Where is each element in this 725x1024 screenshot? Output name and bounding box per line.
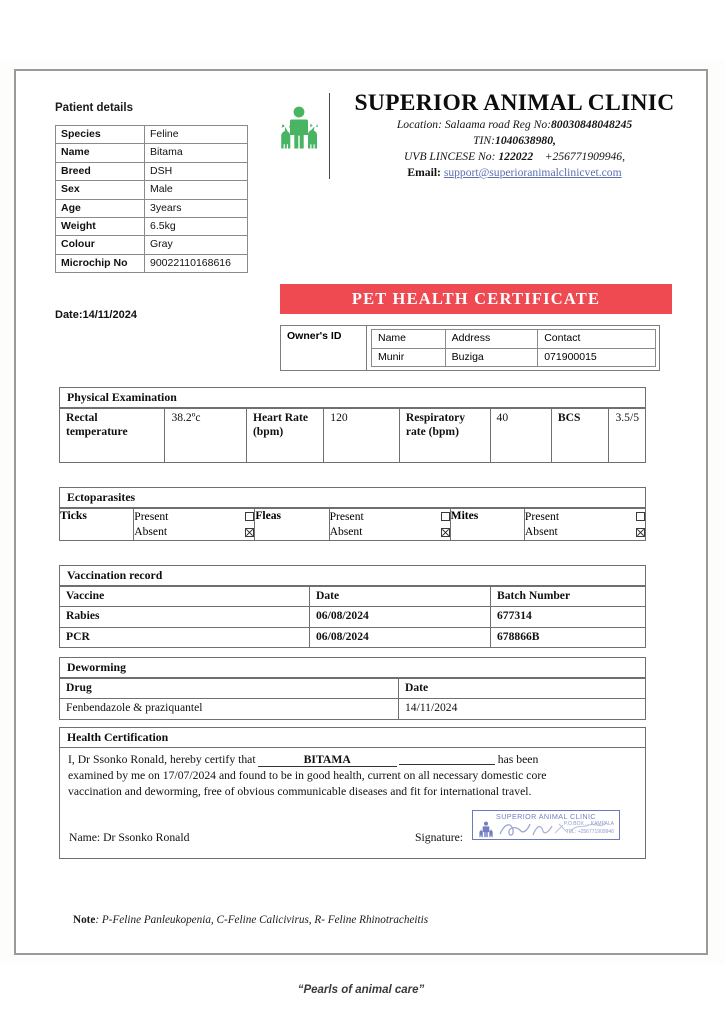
patient-field-label: Sex (56, 181, 145, 199)
table-row (372, 348, 656, 367)
table-row (60, 508, 645, 540)
clinic-location-line (340, 117, 689, 133)
vaccine-batch: 678866B (491, 627, 646, 647)
patient-field-value: DSH (145, 162, 248, 180)
mites-absent-checkbox[interactable] (636, 528, 645, 537)
physical-examination-title: Physical Examination (60, 388, 645, 408)
patient-field-value: Bitama (145, 144, 248, 162)
vaccine-date: 06/08/2024 (310, 627, 491, 647)
rectal-temperature-value: 38.2ºc (165, 408, 247, 462)
clinic-licence-no: 122022 (498, 149, 534, 163)
fleas-absent-checkbox[interactable] (441, 528, 450, 537)
certifying-vet-name: Name: Dr Ssonko Ronald (69, 831, 190, 844)
bcs-value: 3.5/5 (609, 408, 645, 462)
certification-line-2: examined by me on 17/07/2024 and found to be in good health, current on all necessary domestic core (68, 768, 547, 782)
table-header-row (60, 678, 645, 698)
fleas-absent-row[interactable] (330, 524, 450, 540)
clinic-email-line (340, 165, 689, 181)
health-certification-title: Health Certification (60, 728, 645, 748)
vaccination-record-table (60, 586, 645, 647)
vaccine-date-col-header: Date (310, 586, 491, 606)
bcs-label: BCS (551, 408, 609, 462)
scan-edge-top (0, 0, 725, 60)
table-row (56, 217, 248, 235)
fleas-options (329, 508, 450, 540)
ticks-absent-label: Absent (134, 525, 168, 539)
handwritten-signature (497, 819, 609, 839)
vaccination-record-title: Vaccination record (60, 566, 645, 586)
mites-present-label: Present (524, 509, 560, 523)
mites-present-row[interactable] (525, 509, 645, 525)
ticks-present-label: Present (134, 509, 169, 523)
physical-examination-section (59, 387, 646, 463)
patient-field-value: 3years (145, 199, 248, 217)
certificate-date: Date:14/11/2024 (55, 309, 137, 321)
heart-rate-value: 120 (324, 408, 400, 462)
respiratory-rate-label: Respiratory rate (bpm) (399, 408, 490, 462)
clinic-licence-line (340, 149, 689, 165)
ticks-present-checkbox[interactable] (245, 512, 254, 521)
batch-number-col-header: Batch Number (491, 586, 646, 606)
patient-field-value: Feline (145, 126, 248, 144)
vaccine-col-header: Vaccine (60, 586, 310, 606)
note-label: Note (73, 914, 96, 926)
fleas-present-checkbox[interactable] (441, 512, 450, 521)
patient-field-label: Colour (56, 236, 145, 254)
mites-options (524, 508, 645, 540)
ectoparasites-table (60, 508, 645, 540)
patient-field-value: Male (145, 181, 248, 199)
table-row (56, 144, 248, 162)
clinic-stamp (472, 810, 620, 840)
stamp-address-line: P.O.BOX ... KAMPALA (563, 821, 614, 827)
mites-absent-label: Absent (524, 525, 558, 539)
ticks-options (134, 508, 255, 540)
clinic-tagline: “Pearls of animal care” (297, 984, 425, 996)
stamp-phone-line: TEL: +256771909946 (565, 828, 614, 835)
ectoparasites-title: Ectoparasites (60, 488, 645, 508)
table-row (56, 162, 248, 180)
stamp-clinic-name: SUPERIOR ANIMAL CLINIC (496, 812, 596, 821)
clinic-header (269, 91, 689, 181)
fleas-label: Fleas (255, 508, 329, 540)
note-text: : P-Feline Panleukopenia, C-Feline Calicivirus, R- Feline Rhinotracheitis (95, 914, 429, 926)
health-certification-section (59, 727, 646, 859)
table-header-row (372, 330, 656, 349)
ticks-absent-checkbox[interactable] (245, 528, 254, 537)
drug-name: Fenbendazole & praziquantel (60, 699, 399, 719)
vaccine-date: 06/08/2024 (310, 607, 491, 627)
mites-present-checkbox[interactable] (636, 512, 645, 521)
ticks-absent-row[interactable] (134, 524, 254, 540)
clinic-tin: 1040638980, (495, 133, 556, 147)
table-row (60, 408, 645, 462)
certification-line-3: vaccination and deworming, free of obvious communicable diseases and fit for international travel. (68, 785, 532, 799)
table-row (56, 236, 248, 254)
footer-note (73, 914, 428, 926)
owner-col-header-name: Name (372, 330, 446, 349)
tin-label: TIN: (473, 133, 496, 147)
physical-examination-table (60, 408, 645, 462)
patient-field-label: Species (56, 126, 145, 144)
owner-name-value: Munir (372, 348, 446, 367)
table-row (60, 699, 645, 719)
stamp-logo-icon (477, 821, 495, 838)
ectoparasites-section (59, 487, 646, 541)
clinic-tin-line (340, 133, 689, 149)
heart-rate-label: Heart Rate (bpm) (246, 408, 323, 462)
certification-blank-line (399, 764, 495, 765)
clinic-logo (269, 91, 329, 151)
owner-col-header-contact: Contact (538, 330, 656, 349)
owner-id-section (280, 325, 660, 371)
patient-field-label: Breed (56, 162, 145, 180)
table-row (56, 199, 248, 217)
location-label: Location: Salaama road Reg No: (396, 117, 551, 131)
deworming-title: Deworming (60, 658, 645, 678)
certificate-document (14, 69, 708, 996)
clinic-name: SUPERIOR ANIMAL CLINIC (354, 90, 675, 116)
person-with-pets-icon (277, 105, 321, 151)
patient-details-table (55, 125, 248, 273)
owner-id-label: Owner's ID (281, 326, 367, 370)
deworming-date: 14/11/2024 (399, 699, 646, 719)
patient-field-label: Microchip No (56, 254, 145, 272)
drug-col-header: Drug (60, 678, 399, 698)
document-header (14, 69, 708, 363)
patient-details-title: Patient details (55, 102, 133, 114)
fleas-present-row[interactable] (330, 509, 450, 525)
table-row (56, 126, 248, 144)
table-header-row (60, 586, 645, 606)
fleas-absent-label: Absent (329, 525, 363, 539)
clinic-reg-no: 80030848048245 (551, 117, 633, 131)
signature-row (60, 812, 645, 844)
ticks-present-row[interactable] (134, 509, 254, 525)
ticks-label: Ticks (60, 508, 134, 540)
table-row (56, 181, 248, 199)
clinic-phone: +256771909946, (544, 149, 626, 163)
licence-label: UVB LINCESE No: (403, 149, 499, 163)
certification-statement (60, 748, 645, 800)
clinic-email-link[interactable]: support@superioranimalclinicvet.com (443, 165, 622, 179)
vaccination-record-section (59, 565, 646, 648)
patient-field-label: Age (56, 199, 145, 217)
vaccine-name: Rabies (60, 607, 310, 627)
email-label: Email: (407, 165, 441, 179)
certificate-title-banner: PET HEALTH CERTIFICATE (280, 284, 672, 314)
owner-contact-value: 071900015 (538, 348, 656, 367)
patient-field-label: Weight (56, 217, 145, 235)
owner-col-header-address: Address (445, 330, 538, 349)
rectal-temperature-label: Rectal temperature (60, 408, 165, 462)
patient-field-value: Gray (145, 236, 248, 254)
vaccine-name: PCR (60, 627, 310, 647)
table-row (60, 607, 645, 627)
deworming-table (60, 678, 645, 719)
signature-label: Signature: (415, 831, 464, 844)
clinic-identity (340, 91, 689, 181)
mites-label: Mites (450, 508, 524, 540)
certification-text-before: I, Dr Ssonko Ronald, hereby certify that (68, 752, 256, 766)
header-divider (329, 93, 330, 179)
table-row (56, 254, 248, 272)
deworming-section (59, 657, 646, 720)
table-row (60, 627, 645, 647)
owner-address-value: Buziga (445, 348, 538, 367)
vaccine-batch: 677314 (491, 607, 646, 627)
respiratory-rate-value: 40 (490, 408, 551, 462)
owner-details-table (371, 329, 656, 367)
deworming-date-col-header: Date (399, 678, 646, 698)
fleas-present-label: Present (329, 509, 364, 523)
certification-text-after: has been (497, 752, 539, 766)
certified-pet-name: BITAMA (258, 753, 397, 767)
patient-field-value: 90022110168616 (145, 254, 248, 272)
patient-field-label: Name (56, 144, 145, 162)
patient-field-value: 6.5kg (145, 217, 248, 235)
mites-absent-row[interactable] (525, 524, 645, 540)
